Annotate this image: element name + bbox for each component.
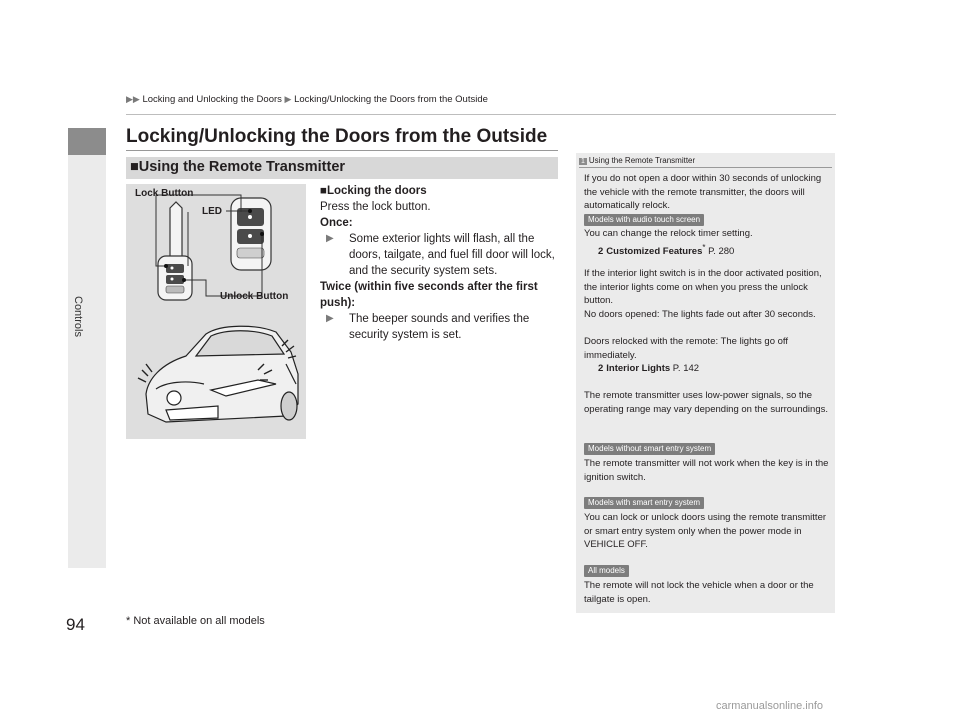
body-subheading: ■Locking the doors	[320, 185, 427, 197]
arrow-icon: ▶	[326, 313, 334, 324]
twice-item	[320, 311, 560, 343]
led-label: LED	[202, 206, 222, 217]
ref-title[interactable]: Interior Lights	[606, 363, 671, 374]
remote-transmitter-illustration	[126, 184, 306, 439]
customized-features-ref[interactable]	[584, 241, 830, 259]
note-index: 1	[581, 158, 585, 165]
once-item	[320, 231, 560, 279]
breadcrumb-part-2[interactable]: Locking/Unlocking the Doors from the Outside	[294, 94, 488, 105]
watermark: carmanualsonline.info	[716, 700, 824, 712]
remote-and-car-drawing	[126, 184, 306, 439]
twice-text: The beeper sounds and verifies the security system is set.	[349, 313, 530, 341]
page-title: Locking/Unlocking the Doors from the Outside	[126, 126, 548, 147]
section-title: ■Using the Remote Transmitter	[130, 159, 346, 175]
note-paragraph-5	[584, 335, 830, 376]
note-paragraph-9: The remote will not lock the vehicle when a door or the tailgate is open.	[584, 580, 814, 605]
breadcrumb-arrow-icon: ▶▶	[126, 94, 140, 104]
car-icon	[146, 326, 298, 422]
unlock-button-label: Unlock Button	[220, 291, 289, 302]
note-paragraph-7: The remote transmitter will not work when the key is in the ignition switch.	[584, 458, 829, 483]
note-paragraph-1: If you do not open a door within 30 seconds of unlocking the vehicle with the remote transmitter, the doors will automatically relock.	[584, 173, 822, 211]
once-text: Some exterior lights will flash, all the doors, tailgate, and fuel fill door will lock, and the security system sets.	[349, 233, 555, 277]
note-heading-text: Using the Remote Transmitter	[588, 156, 696, 165]
breadcrumb-arrow-icon: ▶	[284, 94, 292, 104]
once-label: Once:	[320, 217, 353, 229]
note-paragraph-8: You can lock or unlock doors using the remote transmitter or smart entry system only when the power mode in VEHICLE OFF.	[584, 512, 827, 550]
ref-page: P. 142	[670, 363, 700, 374]
page-number: 94	[66, 615, 85, 634]
ref-title[interactable]: Customized Features	[606, 245, 703, 257]
badge-all-models: All models	[584, 565, 629, 577]
breadcrumb	[126, 94, 488, 105]
arrow-icon: ▶	[326, 233, 334, 244]
side-tab	[68, 128, 106, 568]
interior-lights-ref[interactable]	[584, 362, 830, 376]
title-divider	[126, 150, 558, 151]
ref-asterisk: *	[702, 242, 706, 252]
relock-text: You can change the relock timer setting.	[584, 228, 753, 239]
badge-without-smart-entry: Models without smart entry system	[584, 443, 715, 455]
note-paragraph-3: If the interior light switch is in the door activated position, the interior lights come on when you press the unlock button.	[584, 268, 822, 306]
header-divider	[126, 114, 836, 115]
note-heading	[579, 156, 695, 165]
ref-page: P. 280	[705, 245, 735, 257]
badge-audio-touch-screen: Models with audio touch screen	[584, 214, 704, 226]
breadcrumb-part-1[interactable]: Locking and Unlocking the Doors	[142, 94, 282, 105]
note-paragraph-4: No doors opened: The lights fade out after 30 seconds.	[584, 309, 816, 320]
note-paragraph-2	[584, 227, 830, 258]
note-paragraph-6: The remote transmitter uses low-power signals, so the operating range may vary depending on the surroundings.	[584, 390, 828, 415]
note-divider	[579, 167, 832, 168]
relocked-text: Doors relocked with the remote: The lights go off immediately.	[584, 336, 789, 361]
side-tab-marker	[68, 128, 106, 155]
ref-marker: 2	[598, 363, 604, 374]
ref-marker: 2	[598, 245, 604, 257]
side-tab-label: Controls	[72, 296, 84, 337]
body-intro: Press the lock button.	[320, 201, 431, 213]
lock-button-label: Lock Button	[135, 188, 194, 199]
badge-with-smart-entry: Models with smart entry system	[584, 497, 704, 509]
footnote: * Not available on all models	[126, 615, 265, 627]
body-column	[320, 183, 560, 343]
twice-label: Twice (within five seconds after the first push):	[320, 281, 538, 309]
